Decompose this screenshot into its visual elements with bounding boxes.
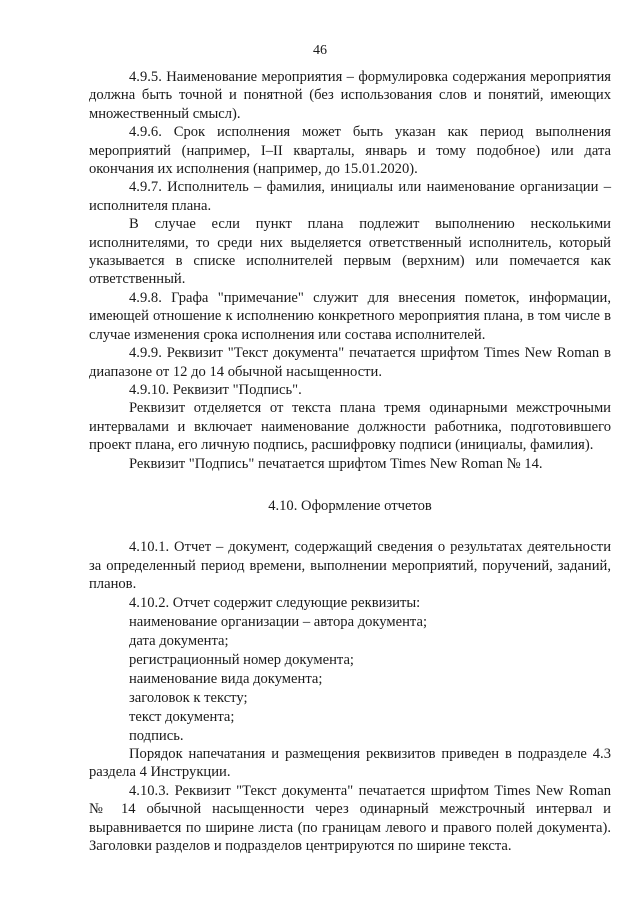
- paragraph-4-9-6: 4.9.6. Срок исполнения может быть указан как период выполнения мероприятий (например, I–II кварталы, январь и тому подобное) или дата окончания их исполнения (например, до 15.01.2020).: [89, 124, 611, 178]
- list-item: регистрационный номер документа;: [129, 651, 354, 668]
- paragraph-4-10-3: 4.10.3. Реквизит "Текст документа" печатается шрифтом Times New Roman № 14 обычной насыщенности через одинарный межстрочный интервал и выравнивается по ширине листа (по границам левого и правого полей документа). Заголовки разделов и подразделов центрируются по ширине текста.: [89, 782, 611, 854]
- section-heading: 4.10. Оформление отчетов: [268, 497, 432, 514]
- paragraph-4-9-10: 4.9.10. Реквизит "Подпись".: [129, 381, 302, 398]
- paragraph-4-9-8: 4.9.8. Графа "примечание" служит для внесения пометок, информации, имеющей отношение к исполнению конкретного мероприятия плана, в том числе в случае изменения срока исполнения или состава исполнителей.: [89, 289, 611, 343]
- paragraph-4-9-7: 4.9.7. Исполнитель – фамилия, инициалы или наименование организации – исполнителя плана.: [89, 179, 611, 214]
- paragraph-signature-placement: Реквизит отделяется от текста плана тремя одинарными межстрочными интервалами и включает наименование должности работника, подготовившего проект плана, его личную подпись, расшифровку подписи (инициалы, фамилия).: [89, 400, 611, 454]
- list-item: текст документа;: [129, 708, 235, 725]
- paragraph-4-9-5: 4.9.5. Наименование мероприятия – формулировка содержания мероприятия должна быть точной и понятной (без использования слов и понятий, имеющих множественный смысл).: [89, 69, 611, 122]
- list-item: подпись.: [129, 727, 184, 744]
- list-item: наименование вида документа;: [129, 670, 323, 687]
- page-number: 46: [313, 43, 327, 58]
- paragraph-requisite-order: Порядок напечатания и размещения реквизитов приведен в подразделе 4.3 раздела 4 Инструкции.: [89, 745, 611, 781]
- paragraph-4-9-9: 4.9.9. Реквизит "Текст документа" печатается шрифтом Times New Roman в диапазоне от 12 до 14 обычной насыщенности.: [89, 345, 611, 380]
- paragraph-4-10-1: 4.10.1. Отчет – документ, содержащий сведения о результатах деятельности за определенный период времени, выполнении мероприятий, поручений, заданий, планов.: [89, 539, 611, 593]
- list-item: наименование организации – автора документа;: [129, 613, 428, 630]
- document-body: [89, 68, 611, 855]
- list-item: заголовок к тексту;: [129, 689, 248, 706]
- paragraph-4-10-2: 4.10.2. Отчет содержит следующие реквизиты:: [129, 594, 421, 611]
- list-item: дата документа;: [129, 632, 229, 649]
- paragraph-signature-font: Реквизит "Подпись" печатается шрифтом Times New Roman № 14.: [129, 455, 543, 472]
- paragraph-multiple-executors: В случае если пункт плана подлежит выполнению несколькими исполнителями, то среди них выделяется ответственный исполнитель, который указывается в списке исполнителей первым (верхним) или помечается как ответственный.: [89, 216, 611, 288]
